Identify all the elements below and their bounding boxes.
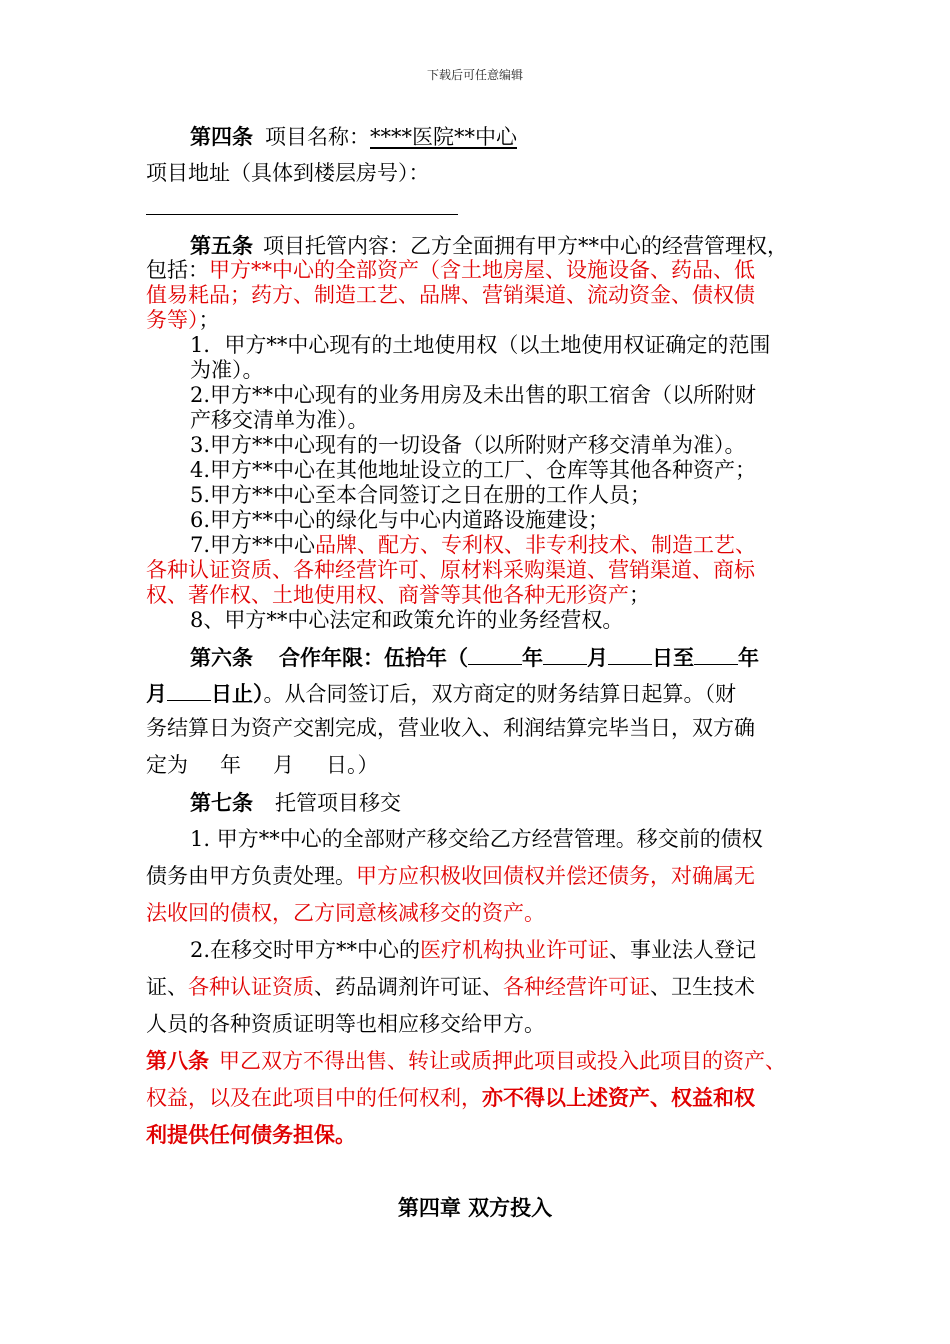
article-5-item-7-intangibles-end: 权、著作权、土地使用权、商誉等其他各种无形资产 [146,583,629,607]
article-6-rest: 。从合同签订后，双方商定的财务结算日起算。（财 [263,682,736,706]
address-blank-line [146,214,458,215]
article-4-line [190,126,517,148]
pharmacy-permit: 、药品调剂许可证、 [314,975,503,999]
article-5-including: 包括： [146,258,209,282]
certification-qualifications: 各种认证资质 [188,975,314,999]
start-year-label: 年 [522,645,543,670]
article-6-years: 伍拾年（ [384,645,468,670]
article-5-line-4 [146,310,220,331]
article-5-line-2 [146,260,755,281]
article-8-line-2 [146,1087,755,1109]
article-7-p1-debts: 债务由甲方负责处理。 [146,864,356,888]
article-5-item-3: 3.甲方**中心现有的一切设备（以所附财产移交清单为准）。 [190,433,746,457]
article-7-label: 第七条 [190,790,253,815]
article-6-label: 第六条 [190,645,253,670]
start-month-label: 月 [587,645,608,670]
legal-person-registration: 、事业法人登记 [609,938,757,962]
article-5-item-5: 5.甲方**中心至本合同签订之日在册的工作人员； [190,483,652,507]
end-year-label: 年 [738,645,759,670]
start-day-blank [608,646,652,665]
chapter-title: 第四章 双方投入 [397,1195,553,1220]
article-7-p1-line-3: 法收回的债权，乙方同意核减移交的资产。 [146,901,545,925]
article-7-title: 托管项目移交 [275,791,401,815]
article-8-line-1 [146,1050,786,1072]
project-name-value: ****医院**中心 [370,125,517,149]
article-4-label: 第四条 [190,124,253,149]
article-8-text-1: 甲乙双方不得出售、转让或质押此项目或投入此项目的资产、 [219,1049,786,1073]
settlement-date-label: 定为 [146,753,188,777]
article-7-p1-line-1: 1. 甲方**中心的全部财产移交给乙方经营管理。移交前的债权 [190,827,763,851]
settlement-month: 月 [273,753,294,777]
article-6-line-4 [146,755,379,776]
article-5-intro: 项目托管内容：乙方全面拥有甲方**中心的经营管理权， [263,234,788,258]
article-7-p1-red: 甲方应积极收回债权并偿还债务，对确属无 [356,864,755,888]
registration-certificate: 证、 [146,975,188,999]
settlement-day: 日。） [326,753,379,777]
end-month-label: 月 [146,681,167,706]
start-month-blank [543,646,587,665]
article-6-line-1 [190,646,759,668]
article-7-p2-line-2 [146,977,755,998]
article-8-label: 第八条 [146,1048,209,1073]
article-8-text-2-bold: 亦不得以上述资产、权益和权 [482,1085,755,1110]
article-5-assets: 甲方**中心的全部资产（含土地房屋、设施设备、药品、低 [209,258,755,282]
end-month-blank [167,682,211,701]
article-5-item-7-semicolon: ； [629,583,650,607]
article-5-item-7c: 各种认证资质、各种经营许可、原材料采购渠道、营销渠道、商标 [146,558,755,582]
medical-license: 医疗机构执业许可证 [420,938,610,962]
settlement-year: 年 [220,753,241,777]
article-5-line-3: 值易耗品；药方、制造工艺、品牌、营销渠道、流动资金、债权债 [146,283,755,307]
article-6-line-2 [146,682,736,705]
article-5-label: 第五条 [190,233,253,258]
article-5-line-1 [190,235,788,257]
article-6-title: 合作年限： [279,645,384,670]
article-5-item-6: 6.甲方**中心的绿化与中心内道路设施建设； [190,508,610,532]
health-technical: 、卫生技术 [650,975,755,999]
article-7-p2-line-1 [190,940,756,961]
article-5-item-2a: 2.甲方**中心现有的业务用房及未出售的职工宿舍（以所附财 [190,383,757,407]
article-5-item-1a: 1．甲方**中心现有的土地使用权（以土地使用权证确定的范围 [190,333,771,357]
article-8-text-2: 权益，以及在此项目中的任何权利， [146,1086,482,1110]
project-name-label: 项目名称： [265,125,370,149]
article-5-item-1b: 为准）。 [190,358,264,382]
article-5-assets-end: 务等） [146,308,199,332]
article-5-item-7d [146,585,650,606]
article-7-p1-line-2 [146,866,755,887]
end-day-label: 日止） [211,681,264,706]
article-5-item-7-intangibles: 品牌、配方、专利权、非专利技术、制造工艺、 [315,533,757,557]
article-7-heading [190,792,401,814]
article-5-item-7-prefix: 7.甲方**中心 [190,533,316,557]
start-year-blank [468,646,522,665]
article-7-p2-prefix: 2.在移交时甲方**中心的 [190,938,421,962]
header-note: 下载后可任意编辑 [426,68,523,82]
article-6-line-3: 务结算日为资产交割完成，营业收入、利润结算完毕当日，双方确 [146,716,755,740]
article-5-item-4: 4.甲方**中心在其他地址设立的工厂、仓库等其他各种资产； [190,458,757,482]
article-5-item-8: 8、甲方**中心法定和政策允许的业务经营权。 [190,608,624,632]
article-5-item-7a [190,535,756,556]
project-address-label: 项目地址（具体到楼层房号）： [146,161,430,185]
article-5-semicolon: ； [198,308,220,332]
article-5-item-2b: 产移交清单为准）。 [190,408,369,432]
start-day-label: 日至 [652,645,694,670]
article-7-p2-line-3: 人员的各种资质证明等也相应移交给甲方。 [146,1012,545,1036]
article-8-line-3: 利提供任何债务担保。 [146,1122,356,1147]
business-licenses: 各种经营许可证 [503,975,650,999]
end-year-blank [694,646,738,665]
